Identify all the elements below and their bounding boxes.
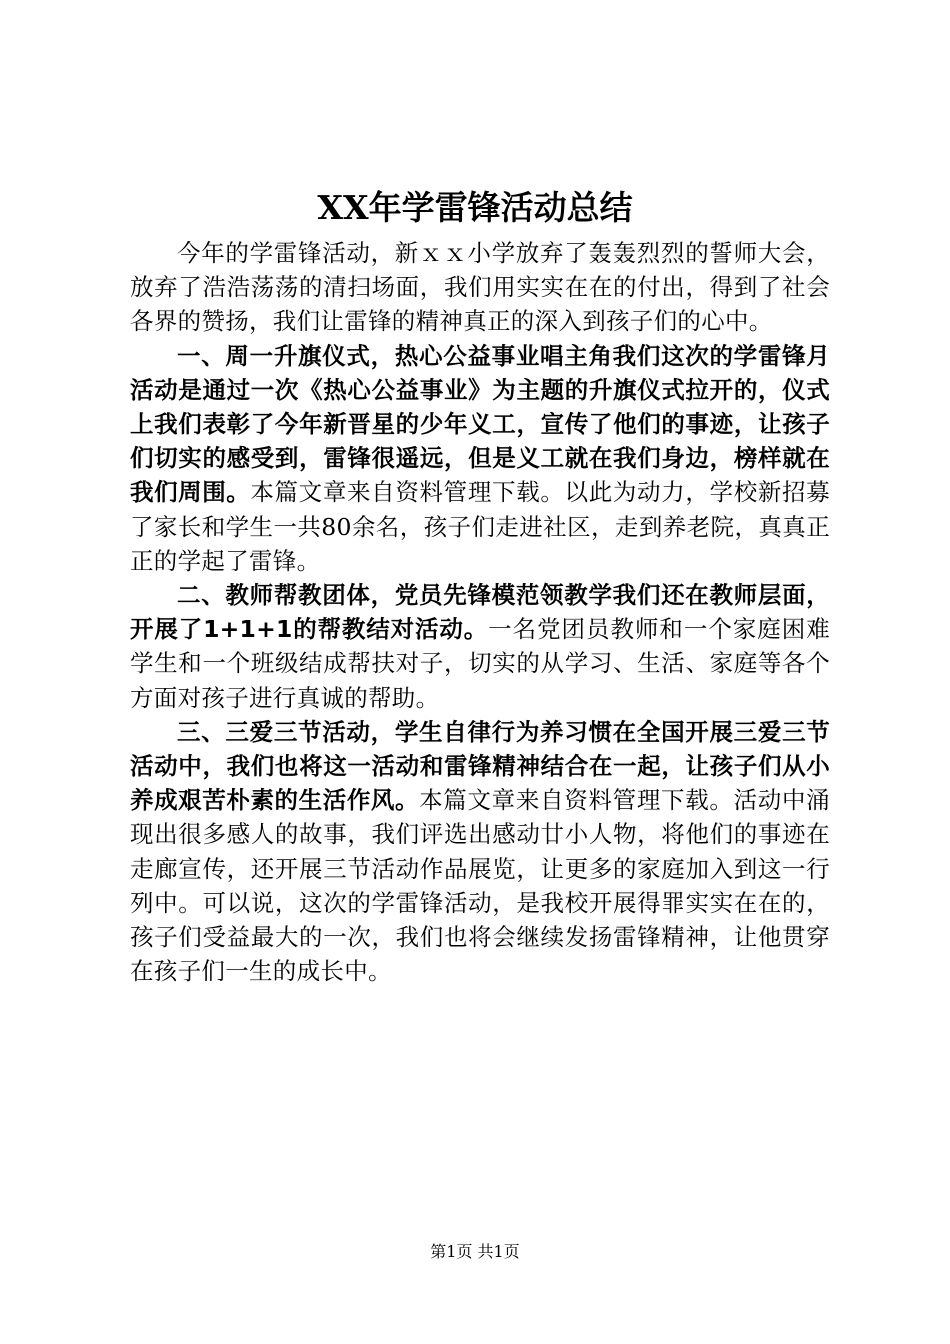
- document-title: XX年学雷锋活动总结: [317, 188, 633, 227]
- page-footer: 第1页 共1页: [430, 1242, 520, 1261]
- paragraph-section-1: [130, 339, 830, 578]
- document-body: [130, 236, 830, 988]
- paragraph-section-3: [130, 715, 830, 989]
- paragraph-text: 今年的学雷锋活动，新ｘｘ小学放弃了轰轰烈烈的誓师大会，放弃了浩浩荡荡的清扫场面，我们用实实在在的付出，得到了社会各界的赞扬，我们让雷锋的精神真正的深入到孩子们的心中。: [130, 239, 830, 336]
- paragraph-intro: [130, 236, 830, 339]
- paragraph-text: 本篇文章来自资料管理下载。活动中涌现出很多感人的故事，我们评选出感动廿小人物，将他们的事迹在走廊宣传，还开展三节活动作品展览，让更多的家庭加入到这一行列中。可以说，这次的学雷锋活动，是我校开展得罪实实在在的，孩子们受益最大的一次，我们也将会继续发扬雷锋精神，让他贯穿在孩子们一生的成长中。: [130, 786, 830, 986]
- paragraph-lead: 一、周一升旗仪式，热心公益事业唱主角我们这次的学雷锋月活动是通过一次《热心公益事业》为主题的升旗仪式拉开的，仪式上我们表彰了今年新晋星的少年义工，宣传了他们的事迹，让孩子们切实的感受到，雷锋很遥远，但是义工就在我们身边，榜样就在我们周围。: [130, 341, 830, 507]
- paragraph-text: 一名党团员教师和一个家庭困难学生和一个班级结成帮扶对子，切实的从学习、生活、家庭等各个方面对孩子进行真诚的帮助。: [130, 615, 831, 712]
- paragraph-text: 本篇文章来自资料管理下载。以此为动力，学校新招募了家长和学生一共80余名，孩子们走进社区，走到养老院，真真正正的学起了雷锋。: [130, 478, 831, 575]
- paragraph-lead: 二、教师帮教团体，党员先锋模范领教学我们还在教师层面，开展了1+1+1的帮教结对活动。: [130, 581, 830, 644]
- paragraph-section-2: [130, 578, 830, 715]
- paragraph-lead: 三、三爱三节活动，学生自律行为养习惯在全国开展三爱三节活动中，我们也将这一活动和雷锋精神结合在一起，让孩子们从小养成艰苦朴素的生活作风。: [130, 717, 830, 815]
